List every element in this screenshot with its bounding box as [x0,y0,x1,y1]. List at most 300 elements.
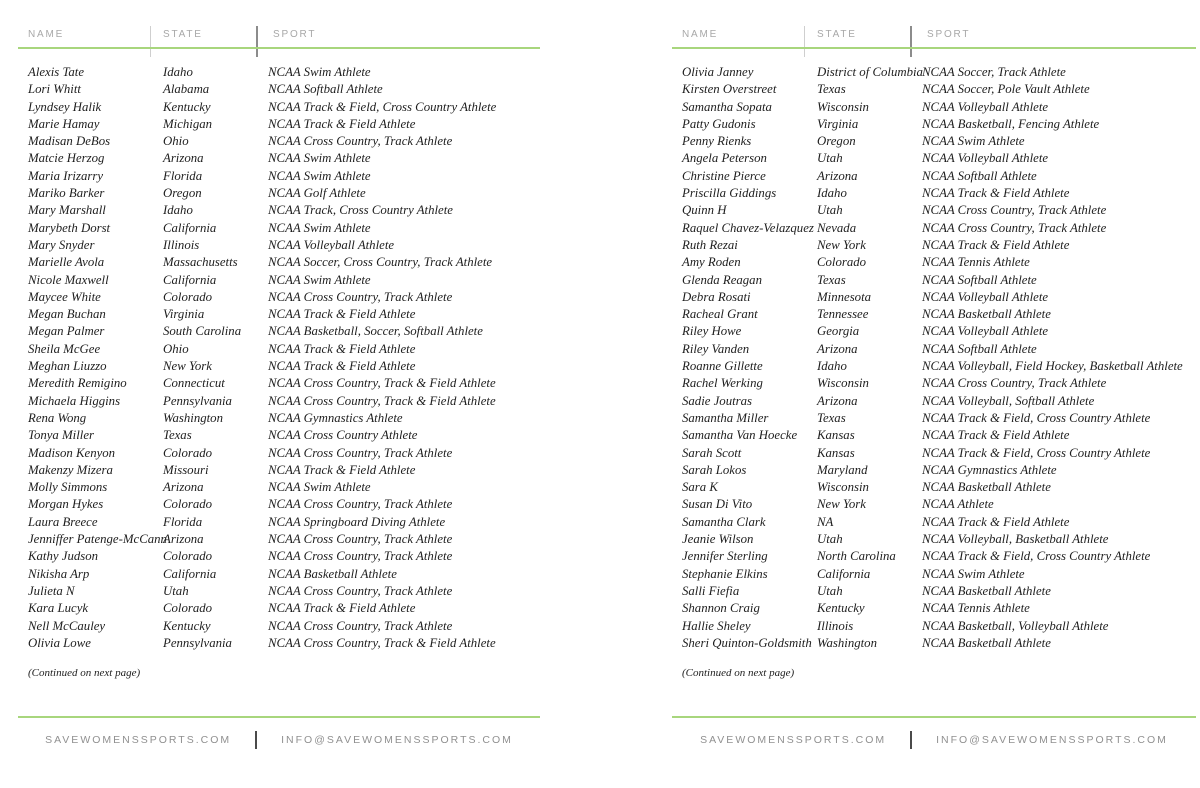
athlete-sport: NCAA Track & Field Athlete [268,341,416,356]
athlete-sport: NCAA Track & Field Athlete [268,601,416,616]
footer-website: SAVEWOMENSSPORTS.COM [45,734,232,746]
athlete-state: Pennsylvania [163,393,232,408]
athlete-name: Penny Rienks [682,134,752,149]
athlete-state: Arizona [817,341,858,356]
athlete-name: Julieta N [28,583,75,598]
athlete-name: Meredith Remigino [28,376,127,391]
athlete-sport: NCAA Track & Field Athlete [268,462,416,477]
athlete-name: Stephanie Elkins [682,566,768,581]
athlete-name: Salli Fiefia [682,583,740,598]
athlete-sport: NCAA Track & Field Athlete [922,186,1070,201]
footer-email: INFO@SAVEWOMENSSPORTS.COM [281,734,513,746]
athlete-state: Florida [163,514,203,529]
athlete-sport: NCAA Basketball, Fencing Athlete [922,116,1100,131]
table-row [18,185,540,202]
athlete-sport: NCAA Swim Athlete [268,272,371,287]
table-row [672,410,1196,427]
athlete-state: Texas [817,82,846,97]
athlete-state: Utah [817,583,843,598]
athlete-name: Nell McCauley [28,618,106,633]
table-row [18,618,540,635]
athlete-state: Washington [163,410,223,425]
athlete-sport: NCAA Volleyball Athlete [922,151,1049,166]
table-row [18,566,540,583]
athlete-state: Alabama [163,82,210,97]
athlete-sport: NCAA Tennis Athlete [922,255,1030,270]
athlete-sport: NCAA Basketball, Soccer, Softball Athlete [268,324,483,339]
athlete-state: New York [817,237,866,252]
athlete-name: Laura Breece [28,514,98,529]
table-row [18,341,540,358]
athlete-state: Texas [817,272,846,287]
table-row [18,323,540,340]
athlete-sport: NCAA Track & Field Athlete [268,116,416,131]
athlete-name: Kathy Judson [28,549,99,564]
athlete-name: Rachel Werking [682,376,763,391]
athlete-state: Kansas [817,428,855,443]
athlete-state: Arizona [163,532,204,547]
table-row [672,306,1196,323]
athlete-state: Utah [163,583,189,598]
athlete-sport: NCAA Volleyball Athlete [268,237,395,252]
table-row [18,600,540,617]
table-row [18,133,540,150]
athlete-name: Jennifer Sterling [682,549,768,564]
athlete-state: Virginia [817,116,859,131]
athlete-sport: NCAA Swim Athlete [268,220,371,235]
athlete-name: Nicole Maxwell [28,272,109,287]
athlete-sport: NCAA Track & Field, Cross Country Athlete [268,99,497,114]
athlete-name: Ruth Rezai [682,237,738,252]
athlete-sport: NCAA Golf Athlete [268,186,366,201]
athlete-name: Kara Lucyk [28,601,89,616]
athlete-name: Priscilla Giddings [682,186,777,201]
athlete-name: Susan Di Vito [682,497,753,512]
footer-website: SAVEWOMENSSPORTS.COM [700,734,887,746]
table-row [672,479,1196,496]
athlete-sport: NCAA Basketball Athlete [922,307,1051,322]
table-row [18,168,540,185]
athlete-name: Patty Gudonis [682,116,756,131]
table-row [672,185,1196,202]
column-divider [256,26,258,57]
athlete-sport: NCAA Softball Athlete [922,272,1037,287]
athlete-state: Maryland [817,462,868,477]
table-row [672,99,1196,116]
athlete-state: Kentucky [163,99,211,114]
athlete-sport: NCAA Cross Country Athlete [268,428,418,443]
athlete-state: Illinois [817,618,854,633]
table-row [18,272,540,289]
athlete-sport: NCAA Basketball Athlete [922,480,1051,495]
athlete-state: Texas [817,410,846,425]
athlete-sport: NCAA Volleyball, Field Hockey, Basketball Athlete [922,359,1183,374]
athlete-name: Jeanie Wilson [682,532,754,547]
table-row [672,531,1196,548]
athlete-name: Riley Vanden [682,341,750,356]
table-row [18,462,540,479]
header-rule [672,47,1196,49]
athlete-state: Virginia [163,307,205,322]
athlete-state: Kentucky [817,601,865,616]
table-row [18,531,540,548]
table-row [18,548,540,565]
athlete-sport: NCAA Cross Country, Track Athlete [922,376,1107,391]
table-row [18,496,540,513]
athlete-sport: NCAA Track & Field, Cross Country Athlete [922,445,1151,460]
table-row [18,358,540,375]
athlete-sport: NCAA Softball Athlete [922,341,1037,356]
athlete-state: Idaho [163,203,193,218]
athlete-name: Amy Roden [682,255,741,270]
athlete-name: Molly Simmons [28,480,108,495]
table-row [18,479,540,496]
athlete-sport: NCAA Track & Field Athlete [268,307,416,322]
athlete-sport: NCAA Gymnastics Athlete [268,410,403,425]
table-row [18,289,540,306]
athlete-sport: NCAA Cross Country, Track Athlete [268,289,453,304]
athlete-state: Oregon [817,134,856,149]
athlete-state: Colorado [163,601,213,616]
table-row [672,168,1196,185]
athlete-state: New York [163,359,212,374]
column-header-state: STATE [817,29,857,40]
table-row [672,323,1196,340]
athlete-sport: NCAA Tennis Athlete [922,601,1030,616]
table-row [18,635,540,652]
athlete-table [18,64,540,652]
athlete-state: Oregon [163,186,202,201]
athlete-sport: NCAA Soccer, Track Athlete [922,65,1066,79]
table-row [18,254,540,271]
athlete-state: California [817,566,871,581]
athlete-state: New York [817,497,866,512]
column-header-state: STATE [163,29,203,40]
athlete-name: Samantha Van Hoecke [682,428,798,443]
athlete-sport: NCAA Cross Country, Track & Field Athlete [268,635,496,650]
athlete-state: Utah [817,532,843,547]
athlete-state: Arizona [817,393,858,408]
table-row [672,445,1196,462]
table-row [18,150,540,167]
athlete-name: Racheal Grant [682,307,758,322]
athlete-state: Michigan [163,116,213,131]
athlete-name: Meghan Liuzzo [28,359,107,374]
athlete-sport: NCAA Swim Athlete [268,168,371,183]
athlete-sport: NCAA Volleyball, Softball Athlete [922,393,1095,408]
athlete-state: California [163,566,217,581]
athlete-sport: NCAA Softball Athlete [922,168,1037,183]
table-row [18,514,540,531]
athlete-sport: NCAA Softball Athlete [268,82,383,97]
athlete-name: Olivia Janney [682,65,754,79]
athlete-state: Idaho [163,65,193,79]
table-row [672,81,1196,98]
athlete-state: Utah [817,151,843,166]
table-row [672,514,1196,531]
header-rule [18,47,540,49]
table-row [672,237,1196,254]
column-header-name: NAME [682,29,719,40]
table-row [18,445,540,462]
athlete-name: Rena Wong [28,410,87,425]
athlete-sport: NCAA Track & Field, Cross Country Athlete [922,549,1151,564]
athlete-state: California [163,220,217,235]
athlete-sport: NCAA Basketball, Volleyball Athlete [922,618,1109,633]
athlete-name: Raquel Chavez-Velazquez [682,220,814,235]
table-row [672,254,1196,271]
athlete-name: Michaela Higgins [28,393,121,408]
athlete-sport: NCAA Swim Athlete [268,480,371,495]
athlete-name: Debra Rosati [682,289,751,304]
athlete-state: Georgia [817,324,860,339]
athlete-name: Samantha Clark [682,514,766,529]
athlete-name: Maycee White [28,289,101,304]
table-row [672,635,1196,652]
table-row [672,496,1196,513]
athlete-state: Colorado [163,549,213,564]
athlete-sport: NCAA Cross Country, Track Athlete [268,532,453,547]
athlete-sport: NCAA Cross Country, Track & Field Athlete [268,376,496,391]
athlete-state: Ohio [163,134,189,149]
table-row [672,548,1196,565]
athlete-sport: NCAA Basketball Athlete [922,583,1051,598]
table-row [672,202,1196,219]
table-row [672,358,1196,375]
table-row [672,116,1196,133]
athlete-table [672,64,1196,652]
athlete-state: Arizona [163,480,204,495]
page-left [18,0,540,788]
table-row [18,220,540,237]
athlete-name: Matcie Herzog [28,151,105,166]
footer-divider [255,731,257,749]
table-row [672,289,1196,306]
athlete-name: Alexis Tate [28,65,85,79]
table-row [18,410,540,427]
athlete-name: Sarah Scott [682,445,742,460]
table-row [672,375,1196,392]
athlete-state: Idaho [817,186,847,201]
athlete-name: Samantha Sopata [682,99,772,114]
athlete-sport: NCAA Cross Country, Track Athlete [268,445,453,460]
athlete-sport: NCAA Volleyball Athlete [922,289,1049,304]
athlete-name: Megan Buchan [28,307,106,322]
column-divider [150,26,151,57]
athlete-name: Morgan Hykes [28,497,104,512]
athlete-sport: NCAA Track & Field, Cross Country Athlete [922,410,1151,425]
athlete-name: Madisan DeBos [28,134,111,149]
athlete-name: Makenzy Mizera [28,462,113,477]
athlete-state: Texas [163,428,192,443]
athlete-name: Kirsten Overstreet [682,82,777,97]
athlete-sport: NCAA Track, Cross Country Athlete [268,203,453,218]
table-row [18,237,540,254]
column-header-sport: SPORT [273,29,317,40]
continued-note: (Continued on next page) [682,667,795,679]
athlete-state: Colorado [163,445,213,460]
athlete-state: Idaho [817,359,847,374]
athlete-name: Mariko Barker [28,186,105,201]
table-row [672,618,1196,635]
athlete-state: Florida [163,168,203,183]
table-row [672,64,1196,81]
athlete-state: Missouri [163,462,209,477]
athlete-sport: NCAA Volleyball Athlete [922,324,1049,339]
athlete-sport: NCAA Volleyball, Basketball Athlete [922,532,1109,547]
athlete-name: Jenniffer Patenge-McCann [28,532,167,547]
athlete-sport: NCAA Athlete [922,497,994,512]
table-row [18,202,540,219]
athlete-sport: NCAA Cross Country, Track & Field Athlete [268,393,496,408]
athlete-state: Pennsylvania [163,635,232,650]
athlete-state: Wisconsin [817,480,869,495]
table-row [18,393,540,410]
athlete-state: Colorado [817,255,867,270]
athlete-name: Mary Snyder [28,237,95,252]
athlete-state: Colorado [163,497,213,512]
athlete-name: Roanne Gillette [682,359,763,374]
athlete-name: Christine Pierce [682,168,766,183]
column-divider [804,26,805,57]
athlete-name: Maria Irizarry [28,168,104,183]
athlete-sport: NCAA Volleyball Athlete [922,99,1049,114]
athlete-name: Sheila McGee [28,341,101,356]
athlete-sport: NCAA Track & Field Athlete [922,428,1070,443]
table-row [18,116,540,133]
table-row [672,272,1196,289]
table-row [672,341,1196,358]
athlete-state: Tennessee [817,307,869,322]
athlete-state: NA [817,514,834,529]
athlete-name: Lyndsey Halik [28,99,102,114]
athlete-state: Colorado [163,289,213,304]
athlete-sport: NCAA Swim Athlete [922,134,1025,149]
athlete-name: Nikisha Arp [28,566,90,581]
athlete-state: Connecticut [163,376,225,391]
athlete-sport: NCAA Cross Country, Track Athlete [268,497,453,512]
athlete-name: Riley Howe [682,324,742,339]
table-row [18,583,540,600]
table-row [18,306,540,323]
table-row [672,600,1196,617]
athlete-state: California [163,272,217,287]
table-row [672,566,1196,583]
athlete-state: Kentucky [163,618,211,633]
table-row [18,99,540,116]
athlete-name: Sheri Quinton-Goldsmith [682,635,812,650]
athlete-state: Washington [817,635,877,650]
column-divider [910,26,912,57]
athlete-state: Arizona [163,151,204,166]
athlete-sport: NCAA Basketball Athlete [922,635,1051,650]
table-row [18,64,540,81]
athlete-name: Sadie Joutras [682,393,753,408]
athlete-sport: NCAA Cross Country, Track Athlete [268,549,453,564]
table-row [18,81,540,98]
page-right [672,0,1196,788]
athlete-name: Glenda Reagan [682,272,762,287]
athlete-name: Lori Whitt [28,82,81,97]
athlete-state: Kansas [817,445,855,460]
athlete-state: Minnesota [817,289,872,304]
athlete-state: District of Columbia [817,65,923,79]
page-footer [18,730,540,750]
athlete-sport: NCAA Cross Country, Track Athlete [922,220,1107,235]
athlete-sport: NCAA Cross Country, Track Athlete [922,203,1107,218]
table-row [672,150,1196,167]
athlete-sport: NCAA Swim Athlete [922,566,1025,581]
page-footer [672,730,1196,750]
athlete-sport: NCAA Swim Athlete [268,65,371,79]
athlete-state: Utah [817,203,843,218]
athlete-name: Madison Kenyon [28,445,116,460]
table-row [18,375,540,392]
athlete-sport: NCAA Track & Field Athlete [922,237,1070,252]
athlete-sport: NCAA Soccer, Cross Country, Track Athlete [268,255,493,270]
athlete-name: Hallie Sheley [682,618,751,633]
athlete-sport: NCAA Cross Country, Track Athlete [268,618,453,633]
athlete-state: Wisconsin [817,99,869,114]
athlete-state: Arizona [817,168,858,183]
athlete-name: Sarah Lokos [682,462,747,477]
table-row [672,427,1196,444]
athlete-state: North Carolina [817,549,896,564]
table-row [672,583,1196,600]
footer-divider [910,731,912,749]
footer-email: INFO@SAVEWOMENSSPORTS.COM [936,734,1168,746]
athlete-name: Olivia Lowe [28,635,91,650]
table-row [672,462,1196,479]
athlete-state: Illinois [163,237,200,252]
athlete-name: Marybeth Dorst [28,220,111,235]
column-header-sport: SPORT [927,29,971,40]
athlete-name: Mary Marshall [28,203,106,218]
athlete-name: Marie Hamay [28,116,100,131]
athlete-sport: NCAA Track & Field Athlete [268,359,416,374]
athlete-name: Marielle Avola [28,255,105,270]
column-header-name: NAME [28,29,65,40]
athlete-sport: NCAA Cross Country, Track Athlete [268,134,453,149]
athlete-sport: NCAA Track & Field Athlete [922,514,1070,529]
athlete-sport: NCAA Swim Athlete [268,151,371,166]
athlete-state: Wisconsin [817,376,869,391]
footer-rule [672,716,1196,718]
athlete-name: Quinn H [682,203,727,218]
athlete-sport: NCAA Basketball Athlete [268,566,397,581]
athlete-name: Tonya Miller [28,428,95,443]
athlete-name: Angela Peterson [682,151,767,166]
athlete-name: Megan Palmer [28,324,105,339]
athlete-name: Sara K [682,480,718,495]
table-row [672,133,1196,150]
athlete-state: Nevada [817,220,857,235]
athlete-sport: NCAA Soccer, Pole Vault Athlete [922,82,1090,97]
athlete-sport: NCAA Gymnastics Athlete [922,462,1057,477]
athlete-state: South Carolina [163,324,242,339]
footer-rule [18,716,540,718]
table-row [672,393,1196,410]
athlete-sport: NCAA Cross Country, Track Athlete [268,583,453,598]
continued-note: (Continued on next page) [28,667,141,679]
table-row [672,220,1196,237]
athlete-name: Shannon Craig [682,601,760,616]
athlete-state: Ohio [163,341,189,356]
athlete-sport: NCAA Springboard Diving Athlete [268,514,446,529]
table-row [18,427,540,444]
athlete-state: Massachusetts [163,255,238,270]
athlete-name: Samantha Miller [682,410,769,425]
